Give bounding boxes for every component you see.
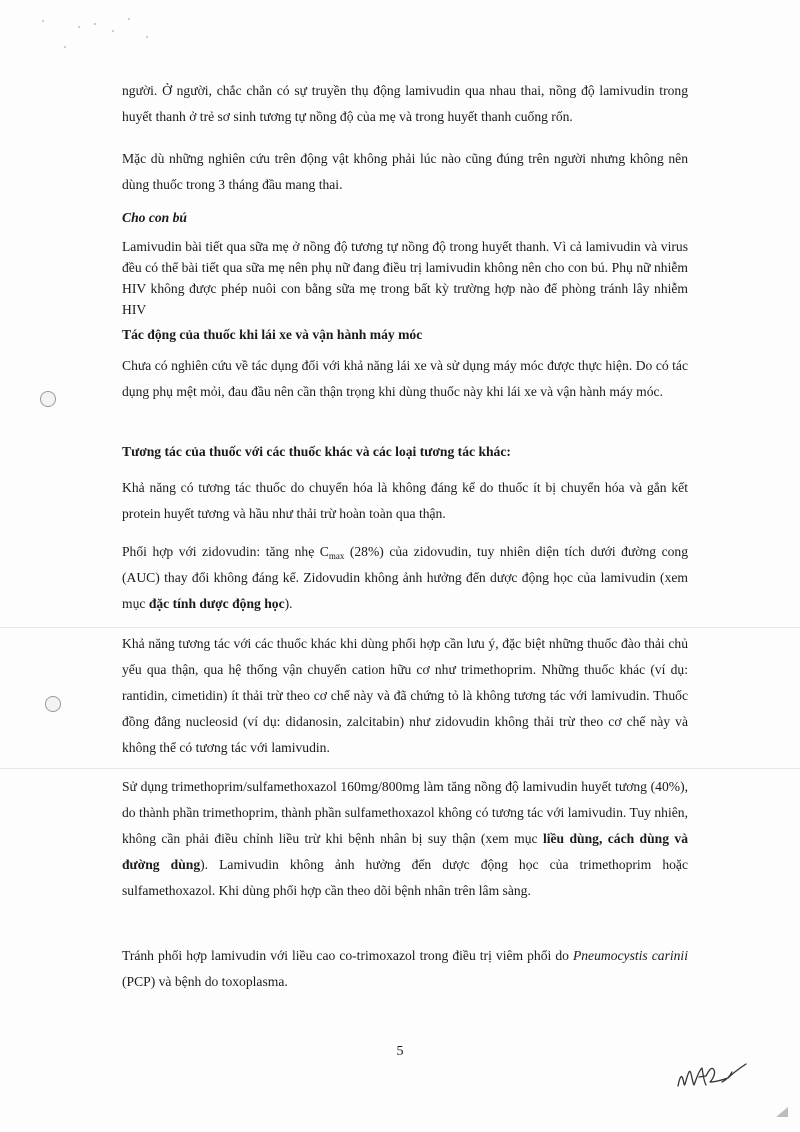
scan-corner-mark [774,1103,790,1124]
paragraph-placental-transfer: người. Ở người, chắc chắn có sự truyền thụ động lamivudin qua nhau thai, nồng độ lamivudin trong huyết thanh ở trẻ sơ sinh tương tự nồng độ của mẹ và trong huyết thanh cuống rốn. [122,83,688,124]
cotrimoxazol-text-start: Tránh phối hợp lamivudin với liều cao co-trimoxazol trong điều trị viêm phổi do [122,948,573,963]
zidovudin-text-start: Phối hợp với zidovudin: tăng nhẹ C [122,544,329,559]
handwritten-signature [672,1058,752,1103]
paragraph-zidovudin [122,539,688,617]
trimethoprim-text-start: Sử dụng trimethoprim/sulfamethoxazol 160mg/800mg làm tăng nồng độ lamivudin huyết tương (40%), do thành phần trimethoprim, thành phần sulfamethoxazol không có tương tác với lamivudin. Tuy nhiên, không cần phải điều chỉnh liều trừ khi bệnh nhân bị suy thận (xem mục [122,779,688,846]
scan-fold-line [0,627,800,628]
cmax-subscript: max [328,551,345,561]
paragraph-cotrimoxazol [122,943,688,995]
zidovudin-text-middle: (28%) của zidovudin, tuy nhiên diện tích dưới đường cong (AUC) thay đổi không đáng kể. Zidovudin không ảnh hưởng đến dược động học của lamivudin (xem mục [122,544,689,611]
scan-fold-line [0,768,800,769]
punch-hole-icon [45,696,61,712]
heading-driving: Tác động của thuốc khi lái xe và vận hành máy móc [122,327,423,342]
zidovudin-text-end: ). [284,596,293,611]
organism-name: Pneumocystis carinii [572,948,688,963]
paragraph-animal-studies: Mặc dù những nghiên cứu trên động vật không phải lúc nào cũng đúng trên người nhưng không nên dùng thuốc trong 3 tháng đầu mang thai. [122,151,688,192]
heading-interactions: Tương tác của thuốc với các thuốc khác và các loại tương tác khác: [122,444,511,459]
page-number: 5 [396,1044,404,1059]
heading-breastfeeding: Cho con bú [122,210,187,225]
cotrimoxazol-text-end: (PCP) và bệnh do toxoplasma. [122,974,288,989]
paragraph-breastfeeding: Lamivudin bài tiết qua sữa mẹ ở nồng độ tương tự nồng độ trong huyết thanh. Vì cả lamivudin và virus đều có thể bài tiết qua sữa mẹ nên phụ nữ đang điều trị lamivudin không nên cho con bú. Phụ nữ nhiễm HIV không được phép nuôi con bằng sữa mẹ trong bất kỳ trường hợp nào để phòng tránh lây nhiễm HIV [122,239,688,317]
paragraph-renal-elimination: Khả năng tương tác với các thuốc khác khi dùng phối hợp cần lưu ý, đặc biệt những thuốc đào thải chủ yếu qua thận, qua hệ thống vận chuyển cation hữu cơ như trimethoprim. Những thuốc khác (ví dụ: rantidin, cimetidin) ít thải trừ theo cơ chế này và đã chứng tỏ là không tương tác với lamivudin. Thuốc đồng đẳng nucleosid (ví dụ: didanosin, zalcitabin) như zidovudin không thải trừ theo cơ chế này và không thể có tương tác với lamivudin. [122,636,688,755]
reference-pharmacokinetics: đặc tính dược động học [148,596,285,611]
trimethoprim-text-end: ). Lamivudin không ảnh hưởng đến dược động học của trimethoprim hoặc sulfamethoxazol. Khi dùng phối hợp cần theo dõi bệnh nhân trên lâm sàng. [122,857,688,898]
paragraph-driving: Chưa có nghiên cứu về tác dụng đối với khả năng lái xe và sử dụng máy móc được thực hiện. Do có tác dụng phụ mệt mỏi, đau đầu nên cần thận trọng khi dùng thuốc này khi lái xe và vận hành máy móc. [122,358,688,399]
paragraph-metabolic-interaction: Khả năng có tương tác thuốc do chuyển hóa là không đáng kể do thuốc ít bị chuyển hóa và gắn kết protein huyết tương và hầu như thải trừ hoàn toàn qua thận. [122,480,688,521]
reference-dosage: liều dùng, cách dùng và đường dùng [122,831,688,872]
paragraph-trimethoprim [122,774,688,904]
punch-hole-icon [40,391,56,407]
